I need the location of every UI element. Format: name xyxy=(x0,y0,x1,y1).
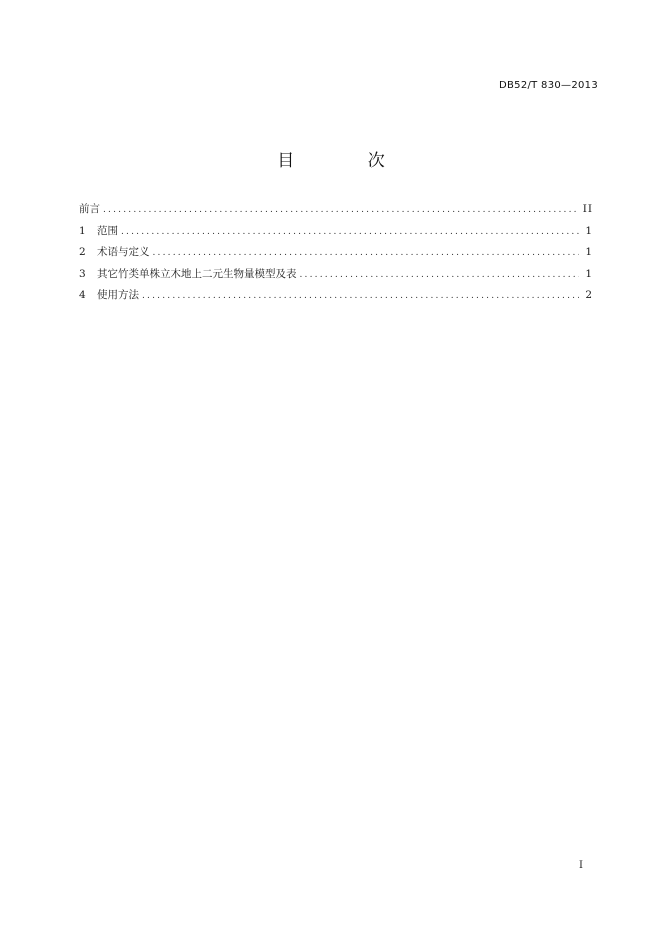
document-code: DB52/T 830—2013 xyxy=(499,80,598,91)
toc-dot-leader xyxy=(121,222,579,244)
toc-entry-number: 3 xyxy=(79,267,86,280)
toc-entry-terms[interactable] xyxy=(79,242,593,264)
page-number: I xyxy=(579,860,583,871)
toc-entry-scope[interactable] xyxy=(79,221,593,243)
toc-entry-models[interactable] xyxy=(79,264,593,286)
toc-entry-number: 4 xyxy=(79,289,86,301)
toc-entry-page: 1 xyxy=(585,246,593,258)
toc-dot-leader xyxy=(153,243,580,265)
toc-entry-label: 其它竹类单株立木地上二元生物量模型及表 xyxy=(97,267,297,280)
toc-dot-leader xyxy=(300,265,580,287)
toc-entry-label: 使用方法 xyxy=(97,289,139,301)
toc-entry-page: II xyxy=(582,203,593,215)
toc-dot-leader xyxy=(103,200,577,222)
toc-entry-page: 2 xyxy=(585,289,593,301)
toc-entry-label: 范围 xyxy=(97,224,118,237)
toc-entry-usage[interactable] xyxy=(79,285,593,307)
toc-entry-number: 2 xyxy=(79,246,86,258)
toc-entry-number: 1 xyxy=(79,224,86,237)
toc-entry-foreword[interactable] xyxy=(79,199,593,221)
toc-entry-label: 前言 xyxy=(79,203,100,215)
toc-entry-label: 术语与定义 xyxy=(97,246,150,258)
toc-dot-leader xyxy=(142,286,579,308)
toc-entry-page: 1 xyxy=(585,224,593,237)
toc-title: 目 次 xyxy=(277,151,419,171)
toc-entry-page: 1 xyxy=(585,267,593,280)
table-of-contents xyxy=(79,199,593,307)
